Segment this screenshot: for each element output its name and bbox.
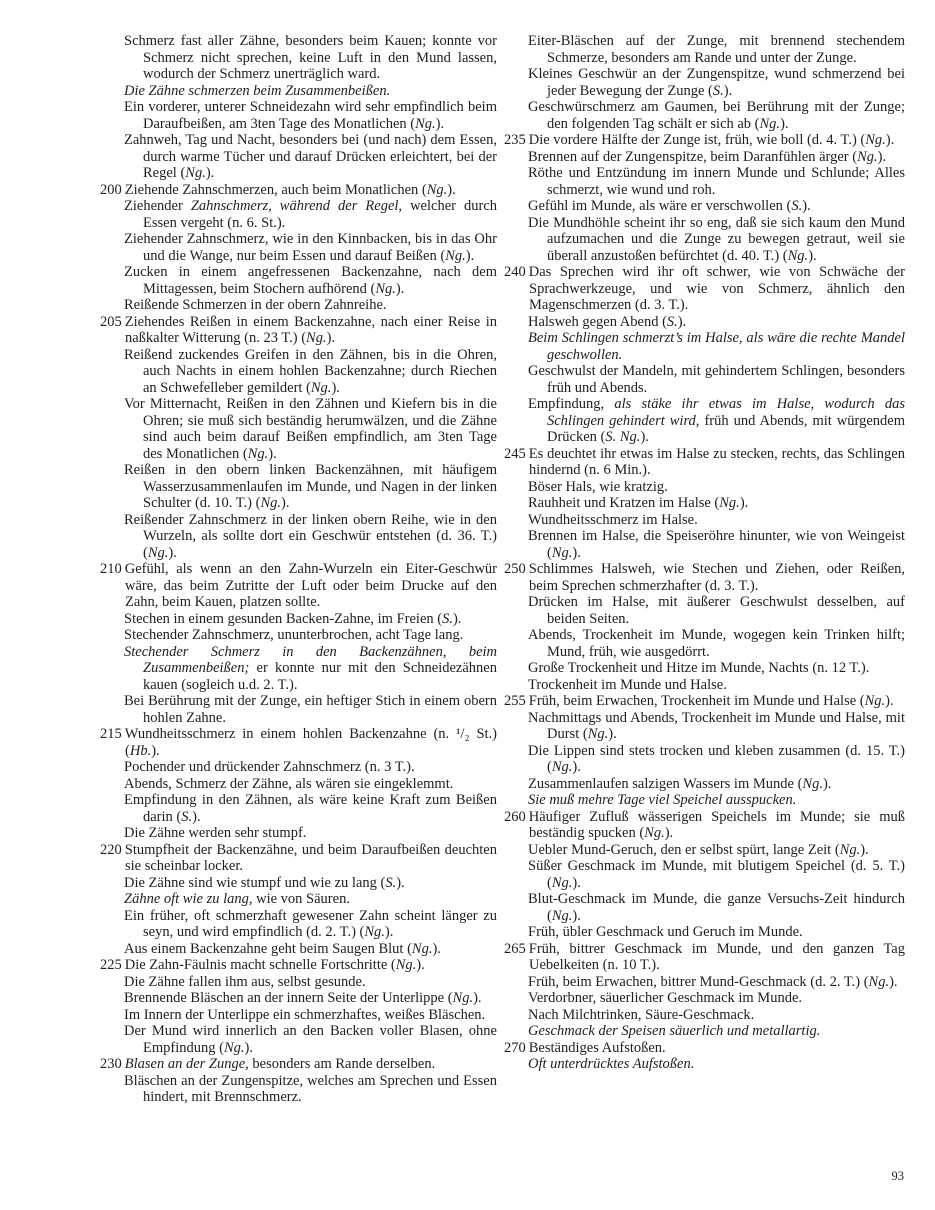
symptom-entry bbox=[528, 363, 905, 396]
entry-text-italic: Beim Schlingen schmerzt’s im Halse, als wäre die rechte Mandel geschwollen. bbox=[528, 330, 905, 363]
symptom-entry bbox=[124, 132, 497, 182]
entry-text: Rauhheit und Kratzen im Halse ( bbox=[528, 495, 720, 511]
symptom-entry bbox=[528, 974, 905, 991]
entry-text: Brennen auf der Zungenspitze, beim Daranfühlen ärger ( bbox=[528, 148, 858, 165]
entry-text: ). bbox=[326, 330, 336, 346]
entry-text: ). bbox=[205, 165, 215, 181]
symptom-entry bbox=[528, 710, 905, 743]
symptom-entry bbox=[528, 33, 905, 66]
entry-text: Das Sprechen wird ihr oft schwer, wie von Schwäche der Sprachwerkzeuge, und wie von Schmerz, ähnlich den Magenschmerzen (d. 3. T.). bbox=[528, 264, 905, 313]
entry-text: ). bbox=[447, 181, 456, 198]
entry-text-italic: S. bbox=[385, 874, 397, 891]
numbered-symptom-entry bbox=[504, 561, 905, 594]
entry-text-italic: Ng. bbox=[839, 841, 861, 858]
symptom-entry bbox=[528, 627, 905, 660]
entry-text: Beständiges Aufstoßen. bbox=[528, 1039, 666, 1056]
entry-text: ). bbox=[677, 313, 687, 330]
entry-text: Abends, Schmerz der Zähne, als wären sie eingeklemmt. bbox=[124, 775, 454, 792]
symptom-entry bbox=[528, 99, 905, 132]
symptom-entry bbox=[124, 462, 497, 512]
entry-number: 220 bbox=[100, 841, 122, 858]
symptom-entry bbox=[124, 264, 497, 297]
entry-text: ). bbox=[151, 742, 160, 759]
symptom-entry bbox=[124, 297, 497, 314]
symptom-entry bbox=[528, 1056, 905, 1073]
entry-text: ). bbox=[452, 610, 462, 627]
numbered-symptom-entry bbox=[504, 809, 905, 842]
entry-text-italic: Ng. bbox=[587, 726, 609, 742]
symptom-entry bbox=[124, 512, 497, 562]
entry-text: ). bbox=[802, 198, 811, 214]
entry-text-italic: Ng. bbox=[868, 973, 890, 990]
entry-text: Halsweh gegen Abend ( bbox=[528, 313, 667, 330]
symptom-entry bbox=[124, 99, 497, 132]
entry-text-italic: S. bbox=[712, 82, 724, 99]
entry-text-italic: Die Zähne schmerzen beim Zusammenbeißen. bbox=[124, 82, 391, 99]
entry-text-italic: Ng. bbox=[306, 330, 327, 346]
entry-text: Süßer Geschmack im Munde, mit blutigem Speichel (d. 5. T.) ( bbox=[528, 858, 905, 891]
entry-text: Der Mund wird innerlich an den Backen voller Blasen, ohne Empfindung ( bbox=[124, 1023, 497, 1056]
entry-text: Stumpfheit der Backenzähne, und beim Daraufbeißen deuchten sie scheinbar locker. bbox=[124, 841, 497, 874]
entry-text: Schlimmes Halsweh, wie Stechen und Ziehen, oder Reißen, beim Sprechen schmerzhafter (d. 3. T.). bbox=[528, 561, 905, 594]
entry-text-italic: Ng. bbox=[247, 445, 269, 462]
entry-text-italic: Ng. bbox=[802, 775, 823, 792]
symptom-entry bbox=[124, 875, 497, 892]
entry-number: 240 bbox=[504, 264, 526, 280]
symptom-entry bbox=[528, 743, 905, 776]
symptom-entry bbox=[124, 693, 497, 726]
entry-text: Böser Hals, wie kratzig. bbox=[528, 478, 668, 495]
symptom-entry bbox=[528, 165, 905, 198]
entry-text: Die Zähne fallen ihm aus, selbst gesunde. bbox=[124, 973, 366, 990]
entry-text: Die Zähne werden sehr stumpf. bbox=[124, 825, 307, 841]
entry-text: ). bbox=[396, 874, 405, 891]
entry-text: Ein vorderer, unterer Schneidezahn wird sehr empfindlich beim Daraufbeißen, am 3ten Tage des Monatlichen ( bbox=[124, 99, 497, 132]
entry-number: 230 bbox=[100, 1056, 122, 1072]
symptom-entry bbox=[528, 512, 905, 529]
entry-text: ). bbox=[572, 907, 581, 924]
entry-text: Eiter-Bläschen auf der Zunge, mit brennend stechendem Schmerze, besonders am Rande und unter der Zunge. bbox=[528, 33, 905, 66]
symptom-entry bbox=[528, 776, 905, 793]
entry-text-italic: Ng. bbox=[551, 759, 573, 775]
symptom-entry bbox=[124, 1073, 497, 1106]
entry-text: Ein früher, oft schmerzhaft gewesener Zahn scheint länger zu seyn, und wird empfindlich (d. 2. T.) ( bbox=[124, 907, 497, 940]
entry-number: 270 bbox=[504, 1039, 526, 1056]
symptom-entry bbox=[124, 776, 497, 793]
symptom-entry bbox=[528, 924, 905, 941]
entry-text: ). bbox=[877, 148, 887, 165]
symptom-entry bbox=[124, 1023, 497, 1056]
entry-text: ). bbox=[860, 841, 869, 858]
entry-text: Die Zähne sind wie stumpf und wie zu lang ( bbox=[124, 874, 386, 891]
entry-text: ). bbox=[808, 247, 817, 264]
entry-text: ). bbox=[664, 825, 674, 841]
entry-text: ). bbox=[168, 544, 177, 561]
entry-text-italic: Ng. bbox=[395, 957, 417, 973]
entry-text: Früh, beim Erwachen, Trockenheit im Munde und Halse ( bbox=[528, 693, 865, 709]
symptom-entry bbox=[124, 891, 497, 908]
entry-text: Nachmittags und Abends, Trockenheit im Munde und Halse, mit Durst ( bbox=[528, 709, 905, 742]
numbered-symptom-entry bbox=[504, 446, 905, 479]
symptom-entry bbox=[528, 660, 905, 677]
entry-number: 200 bbox=[100, 181, 122, 198]
page-number: 93 bbox=[891, 1169, 904, 1183]
entry-text: ). bbox=[384, 924, 394, 940]
numbered-symptom-entry bbox=[504, 1040, 905, 1057]
symptom-entry bbox=[528, 842, 905, 859]
entry-text: ). bbox=[885, 132, 895, 148]
entry-text: früh und Abends, mit würgendem Drücken ( bbox=[547, 412, 905, 445]
entry-text-italic: Ng. bbox=[857, 148, 878, 165]
symptom-entry bbox=[528, 528, 905, 561]
entry-text: Reißende Schmerzen in der obern Zahnreihe. bbox=[124, 297, 387, 313]
entry-text: ). bbox=[889, 973, 898, 990]
entry-number: 205 bbox=[100, 313, 122, 330]
entry-text: Geschwürschmerz am Gaumen, bei Berührung mit der Zunge; den folgenden Tag schält er sich ab ( bbox=[528, 99, 905, 132]
entry-number: 235 bbox=[504, 132, 526, 148]
entry-text: ). bbox=[780, 115, 789, 132]
entry-text-italic: Ng. bbox=[185, 165, 206, 181]
entry-number: 255 bbox=[504, 693, 526, 709]
entry-text: ). bbox=[268, 445, 277, 462]
entry-text: ). bbox=[572, 874, 581, 891]
numbered-symptom-entry bbox=[504, 941, 905, 974]
symptom-entry bbox=[124, 941, 497, 958]
entry-text: Empfindung in den Zähnen, als wäre keine Kraft zum Beißen darin ( bbox=[124, 792, 497, 825]
right-column bbox=[504, 33, 905, 1106]
entry-text: ). bbox=[435, 115, 445, 132]
entry-text: ). bbox=[572, 759, 581, 775]
symptom-entry bbox=[528, 792, 905, 809]
entry-text: Reißend zuckendes Greifen in den Zähnen, bis in die Ohren, auch Nachts in einem hohlen Backenzahne; durch Riechen an Schwefelleber gemildert ( bbox=[124, 346, 497, 396]
entry-text-italic: Ng. bbox=[551, 874, 573, 891]
numbered-symptom-entry bbox=[504, 264, 905, 314]
entry-text-italic: als stäke ihr etwas im Halse, wodurch das Schlingen gehindert wird, bbox=[547, 396, 905, 429]
numbered-symptom-entry bbox=[504, 132, 905, 149]
entry-text-italic: Stechender Schmerz in den Backenzähnen, beim Zusammenbeißen; bbox=[124, 643, 497, 676]
entry-text-italic: Ng. bbox=[719, 495, 740, 511]
entry-text: Trockenheit im Munde und Halse. bbox=[528, 676, 727, 693]
entry-text: Gefühl im Munde, als wäre er verschwollen ( bbox=[528, 198, 792, 214]
symptom-entry bbox=[528, 1023, 905, 1040]
entry-text: Brennende Bläschen an der innern Seite der Unterlippe ( bbox=[124, 990, 453, 1006]
entry-text-italic: Ng. bbox=[644, 825, 665, 841]
entry-text: Nach Milchtrinken, Säure-Geschmack. bbox=[528, 1006, 755, 1023]
entry-text: Im Innern der Unterlippe ein schmerzhaftes, weißes Bläschen. bbox=[124, 1006, 486, 1023]
entry-text-italic: Ng. bbox=[260, 495, 281, 511]
symptom-entry bbox=[528, 215, 905, 265]
entry-text-italic: Zähne oft wie zu lang, bbox=[124, 891, 253, 907]
entry-text-italic: Ng. bbox=[864, 693, 886, 709]
entry-text: er konnte nur mit den Schneidezähnen kauen (sogleich u.d. 2. T.). bbox=[143, 660, 497, 693]
symptom-entry bbox=[528, 314, 905, 331]
entry-text: Reißen in den obern linken Backenzähnen, mit häufigem Wasserzusammenlaufen im Munde, und Nagen in der linken Schulter (d. 10. T.) ( bbox=[124, 462, 497, 511]
numbered-symptom-entry bbox=[100, 726, 497, 759]
entry-text: Abends, Trockenheit im Munde, wogegen kein Trinken hilft; Mund, früh, wie ausgedörrt. bbox=[528, 627, 905, 660]
symptom-entry bbox=[124, 231, 497, 264]
symptom-entry bbox=[124, 908, 497, 941]
symptom-entry bbox=[528, 990, 905, 1007]
symptom-entry bbox=[528, 677, 905, 694]
entry-text: ). bbox=[331, 379, 340, 396]
entry-text: ). bbox=[572, 544, 581, 561]
symptom-entry bbox=[528, 594, 905, 627]
entry-text: ). bbox=[885, 693, 894, 709]
entry-text-italic: S. Ng. bbox=[605, 429, 641, 445]
symptom-entry bbox=[124, 627, 497, 644]
entry-text-italic: Ng. bbox=[364, 924, 385, 940]
entry-text: Vor Mitternacht, Reißen in den Zähnen und Kiefern bis in die Ohren; sie muß sich beständig herumwälzen, und die Zähne sind auch beim darauf Beißen empfindlich, am 3ten Tage des Monatlichen ( bbox=[124, 396, 497, 462]
symptom-entry bbox=[124, 198, 497, 231]
entry-text: ). bbox=[192, 808, 201, 825]
entry-text-italic: Ng. bbox=[787, 247, 809, 264]
entry-text-italic: Ng. bbox=[411, 940, 433, 957]
entry-text-italic: Ng. bbox=[551, 907, 573, 924]
entry-text-italic: Ng. bbox=[147, 544, 169, 561]
entry-text: Uebler Mund-Geruch, den er selbst spürt, lange Zeit ( bbox=[528, 841, 840, 858]
entry-text: Röthe und Entzündung im innern Munde und Schlunde; Alles schmerzt, wie wund und roh. bbox=[528, 165, 905, 198]
entry-text: Ziehender Zahnschmerz, wie in den Kinnbacken, bis in das Ohr und die Wange, nur beim Essen und darauf Beißen ( bbox=[124, 231, 497, 264]
entry-text-italic: Ng. bbox=[865, 132, 886, 148]
entry-text-italic: Zahnschmerz, während der Regel, bbox=[190, 198, 403, 214]
left-column bbox=[100, 33, 497, 1106]
entry-text-italic: Ng. bbox=[310, 379, 332, 396]
entry-text: Wundheitsschmerz in einem hohlen Backenzahne (n. ¹/₂ St.) ( bbox=[124, 726, 497, 759]
entry-text: Bläschen an der Zungenspitze, welches am Sprechen und Essen hindert, mit Brennschmerz. bbox=[124, 1072, 497, 1105]
entry-text: ). bbox=[473, 990, 482, 1006]
entry-text: Empfindung, bbox=[528, 396, 615, 412]
entry-text: Stechen in einem gesunden Backen-Zahne, im Freien ( bbox=[124, 610, 443, 627]
entry-text: Früh, beim Erwachen, bittrer Mund-Geschmack (d. 2. T.) ( bbox=[528, 973, 869, 990]
entry-text: ). bbox=[432, 940, 441, 957]
entry-text-italic: S. bbox=[181, 808, 193, 825]
entry-text: Es deuchtet ihr etwas im Halse zu stecken, rechts, das Schlingen hindernd (n. 6 Min.). bbox=[528, 445, 905, 478]
entry-text: Zusammenlaufen salzigen Wassers im Munde ( bbox=[528, 775, 803, 792]
entry-number: 210 bbox=[100, 561, 122, 577]
entry-text: Häufiger Zufluß wässerigen Speichels im Munde; sie muß beständig spucken ( bbox=[528, 808, 905, 841]
symptom-entry bbox=[528, 479, 905, 496]
entry-number: 245 bbox=[504, 445, 526, 462]
symptom-entry bbox=[528, 198, 905, 215]
entry-text-italic: S. bbox=[442, 610, 453, 627]
entry-text: ). bbox=[395, 280, 405, 297]
symptom-entry bbox=[124, 644, 497, 694]
entry-text: Pochender und drückender Zahnschmerz (n. 3 T.). bbox=[124, 759, 415, 775]
entry-text: ). bbox=[244, 1039, 253, 1056]
text-columns bbox=[100, 33, 905, 1106]
entry-text: Früh, bittrer Geschmack im Munde, und den ganzen Tag Uebelkeiten (n. 10 T.). bbox=[528, 940, 905, 973]
entry-number: 215 bbox=[100, 726, 122, 742]
entry-text-italic: Ng. bbox=[375, 280, 396, 297]
entry-text-italic: Ng. bbox=[426, 181, 448, 198]
entry-text: ). bbox=[416, 957, 425, 973]
entry-text-italic: Ng. bbox=[415, 115, 436, 132]
entry-text: ). bbox=[723, 82, 733, 99]
entry-text: ). bbox=[281, 495, 290, 511]
entry-text-italic: S. bbox=[666, 313, 678, 330]
entry-text-italic: Ng. bbox=[445, 247, 466, 264]
entry-text: Früh, übler Geschmack und Geruch im Munde. bbox=[528, 924, 803, 940]
entry-text-italic: Sie muß mehre Tage viel Speichel ausspucken. bbox=[528, 792, 797, 808]
symptom-entry bbox=[528, 66, 905, 99]
symptom-entry bbox=[124, 396, 497, 462]
numbered-symptom-entry bbox=[100, 182, 497, 199]
entry-text: besonders am Rande derselben. bbox=[248, 1056, 436, 1072]
entry-text-italic: Blasen an der Zunge, bbox=[124, 1056, 249, 1072]
entry-number: 250 bbox=[504, 561, 526, 577]
entry-text-italic: Ng. bbox=[452, 990, 474, 1006]
symptom-entry bbox=[528, 1007, 905, 1024]
entry-text-italic: Ng. bbox=[223, 1039, 245, 1056]
symptom-entry bbox=[124, 974, 497, 991]
symptom-entry bbox=[528, 396, 905, 446]
entry-text: Wundheitsschmerz im Halse. bbox=[528, 511, 698, 528]
entry-number: 260 bbox=[504, 808, 526, 825]
entry-text: Zahnweh, Tag und Nacht, besonders bei (und nach) dem Essen, durch warme Tücher und darauf Drücken erleichtert, bei der Regel ( bbox=[124, 132, 497, 181]
entry-text: Bei Berührung mit der Zunge, ein heftiger Stich in einem obern hohlen Zahne. bbox=[124, 693, 497, 726]
entry-text: Die Lippen sind stets trocken und kleben zusammen (d. 15. T.) ( bbox=[528, 742, 905, 775]
entry-text: Große Trockenheit und Hitze im Munde, Nachts (n. 12 T.). bbox=[528, 660, 870, 676]
symptom-entry bbox=[124, 83, 497, 100]
entry-text: Blut-Geschmack im Munde, die ganze Versuchs-Zeit hindurch ( bbox=[528, 891, 905, 924]
entry-text: Aus einem Backenzahne geht beim Saugen Blut ( bbox=[124, 940, 412, 957]
entry-text: Verdorbner, säuerlicher Geschmack im Munde. bbox=[528, 990, 803, 1006]
numbered-symptom-entry bbox=[504, 693, 905, 710]
entry-text: Kleines Geschwür an der Zungenspitze, wund schmerzend bei jeder Bewegung der Zunge ( bbox=[528, 66, 905, 99]
symptom-entry bbox=[124, 759, 497, 776]
entry-text-italic: Hb. bbox=[129, 742, 152, 759]
symptom-entry bbox=[124, 33, 497, 83]
numbered-symptom-entry bbox=[100, 1056, 497, 1073]
entry-text: Reißender Zahnschmerz in der linken obern Reihe, wie in den Wurzeln, als sollte dort ein Geschwür entstehen (d. 36. T.) ( bbox=[124, 511, 497, 561]
symptom-entry bbox=[528, 495, 905, 512]
entry-number: 265 bbox=[504, 940, 526, 957]
entry-text: ). bbox=[640, 429, 649, 445]
entry-text: Drücken im Halse, mit äußerer Geschwulst desselben, auf beiden Seiten. bbox=[528, 594, 905, 627]
symptom-entry bbox=[124, 347, 497, 397]
entry-text: Brennen im Halse, die Speiseröhre hinunter, wie von Weingeist ( bbox=[528, 528, 905, 561]
entry-text: ). bbox=[739, 495, 749, 511]
entry-text-italic: Ng. bbox=[759, 115, 781, 132]
entry-text: Ziehendes Reißen in einem Backenzahne, nach einer Reise in naßkalter Witterung (n. 23 T.) ( bbox=[124, 313, 497, 346]
symptom-entry bbox=[124, 990, 497, 1007]
entry-text: Stechender Zahnschmerz, ununterbrochen, acht Tage lang. bbox=[124, 627, 464, 643]
entry-text: welcher durch Essen vergeht (n. 6. St.). bbox=[143, 198, 498, 231]
entry-text: Gefühl, als wenn an den Zahn-Wurzeln ein Eiter-Geschwür wäre, das beim Zutritte der Luft oder beim Drucke auf den Zahn, beim Kauen, platzen sollte. bbox=[124, 561, 497, 610]
numbered-symptom-entry bbox=[100, 314, 497, 347]
numbered-symptom-entry bbox=[100, 957, 497, 974]
entry-text: ). bbox=[822, 775, 832, 792]
entry-text-italic: S. bbox=[791, 198, 803, 214]
entry-text: Zucken in einem angefressenen Backenzahne, nach dem Mittagessen, beim Stochern aufhörend ( bbox=[124, 264, 497, 297]
entry-text: Ziehender bbox=[124, 198, 191, 214]
entry-text-italic: Oft unterdrücktes Aufstoßen. bbox=[528, 1056, 695, 1072]
symptom-entry bbox=[528, 858, 905, 891]
entry-text: Schmerz fast aller Zähne, besonders beim Kauen; konnte vor Schmerz nicht sprechen, keine Luft in den Mund lassen, wodurch der Schmerz unerträglich ward. bbox=[124, 33, 497, 82]
symptom-entry bbox=[528, 330, 905, 363]
entry-text-italic: Ng. bbox=[551, 544, 573, 561]
symptom-entry bbox=[528, 149, 905, 166]
entry-text-italic: Geschmack der Speisen säuerlich und metallartig. bbox=[528, 1023, 821, 1039]
symptom-entry bbox=[528, 891, 905, 924]
entry-text: ). bbox=[608, 726, 617, 742]
symptom-entry bbox=[124, 611, 497, 628]
entry-text: Geschwulst der Mandeln, mit gehindertem Schlingen, besonders früh und Abends. bbox=[528, 363, 905, 396]
entry-number: 225 bbox=[100, 957, 122, 973]
entry-text: Die Zahn-Fäulnis macht schnelle Fortschritte ( bbox=[124, 957, 396, 973]
symptom-entry bbox=[124, 825, 497, 842]
entry-text: wie von Säuren. bbox=[252, 891, 350, 907]
entry-text: ). bbox=[465, 247, 475, 264]
numbered-symptom-entry bbox=[100, 561, 497, 611]
entry-text: Ziehende Zahnschmerzen, auch beim Monatlichen ( bbox=[124, 181, 427, 198]
symptom-entry bbox=[124, 1007, 497, 1024]
symptom-entry bbox=[124, 792, 497, 825]
numbered-symptom-entry bbox=[100, 842, 497, 875]
entry-text: Die vordere Hälfte der Zunge ist, früh, wie boll (d. 4. T.) ( bbox=[528, 132, 866, 148]
entry-text: Die Mundhöhle scheint ihr so eng, daß sie sich kaum den Mund aufzumachen und die Zunge zu bewegen getraut, weil sie überall anzustoßen befürchtet (d. 40. T.) ( bbox=[528, 214, 905, 264]
